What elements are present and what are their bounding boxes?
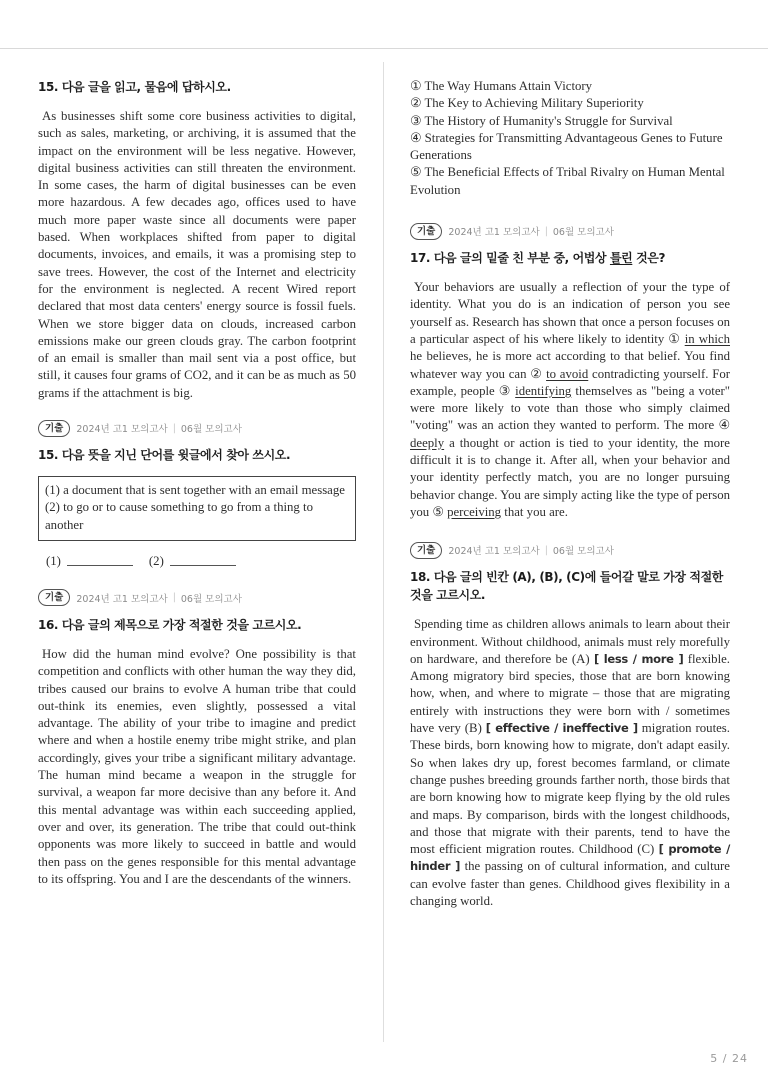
q17-seg-4: themselves as "being a voter" were more likely to vote than those who simply claimed "voting" was an action they wanted to perform. The more ④ (410, 383, 730, 433)
definition-box (38, 476, 356, 541)
column-divider (383, 62, 384, 1042)
q17-passage (410, 279, 730, 521)
q16-tag-row (38, 589, 356, 607)
blank-2-label: (2) (148, 553, 164, 568)
q18-tag-row (410, 541, 730, 559)
q15a-passage-text: As businesses shift some core business activities to digital, such as sales, marketing, or archiving, it is assumed that the impact on the environment will be less negative. However, digital business activities can still threaten the environment. In some cases, the harm of digital businesses can be even more hazardous. A few decades ago, offices used to have much more paper waste since all documents were paper based. When workplaces shifted from paper to digital documents, invoices, and emails, it was a promising step to save trees. However, the cost of the Internet and electricity for the environment is neglected. A recent Wired report declared that most data centers' energy source is fossil fuels. When we store bigger data on clouds, increased carbon emissions make our green clouds gray. The carbon footprint of an email is smaller than mail sent via a post office, but still, it causes four grams of CO2, and it can be as much as 50 grams if the attachment is big. (38, 109, 356, 400)
exam-year: 2024년 고1 모의고사 (448, 227, 540, 239)
q17-underline-5: perceiving (447, 504, 502, 519)
gichul-tag: 기출 (38, 420, 70, 437)
exam-month: 06월 모의고사 (552, 546, 614, 558)
gichul-tag: 기출 (410, 223, 442, 240)
right-column (410, 78, 730, 910)
exam-year: 2024년 고1 모의고사 (76, 593, 168, 605)
q17-tag-row (410, 222, 730, 240)
q17-passage-text (410, 279, 730, 521)
q16-passage-text: How did the human mind evolve? One possibility is that competition and conflicts with other human the way they did, tribes caused our brains to evolve A human tribe that could out-think its enemies, even slightly, possessed a vital advantage. The ability of your tribe to imagine and predict where and when a hostile enemy tribe might strike, and plan accordingly, gives your tribe a significant military advantage. The human mind became a weapon in the struggle for survival, a weapon far more decisive than any before it. And this mental advantage was within each succeeding applied, over and over, its generation. The tribe that could out-think opponents was more likely to succeed in battle and would then pass on the genes responsible for this mental advantage to its offspring. You and I are the descendants of the winners. (38, 646, 356, 886)
q17-underline-1: in which (684, 331, 730, 346)
blank-1-label: (1) (46, 553, 61, 568)
q18-choice-b: [ effective / ineffective ] (485, 721, 638, 736)
gichul-tag: 기출 (38, 589, 70, 606)
q18-seg-1: Spending time as children allows animals to learn about their environment. Without childhood, animals must rely morefully on hardware, and therefore be (A) (410, 617, 730, 666)
q17-title (410, 249, 730, 267)
q15b-title: 15. 다음 뜻을 지닌 단어를 윗글에서 찾아 쓰시오. (38, 448, 291, 463)
q18-title: 18. 다음 글의 빈칸 (A), (B), (C)에 들어갈 말로 가장 적절한 것을 고르시오. (410, 570, 723, 603)
exam-year: 2024년 고1 모의고사 (76, 424, 168, 436)
q17-underline-2: to avoid (546, 366, 589, 381)
definition-2: (2) to go or to cause something to go from a thing to another (45, 500, 313, 532)
q18-seg-2: flexible. Among migratory bird species, those that are born knowing how, when, and where to migrate – those that are migrating entirely with instructions they were born with / sometimes have very (B) (410, 651, 730, 736)
gichul-tag: 기출 (410, 542, 442, 559)
q16-passage (38, 646, 356, 888)
q16-options (410, 78, 730, 199)
blank-2-line[interactable] (170, 556, 236, 566)
exam-year: 2024년 고1 모의고사 (448, 546, 540, 558)
q17-title-pre: 17. 다음 글의 밑줄 친 부분 중, 어법상 (410, 251, 610, 266)
q17-seg-2: he believes, he is more act according to that belief. You find whatever way you can ② (410, 349, 730, 381)
page-number: 5 / 24 (710, 1052, 748, 1065)
tag-separator: | (172, 422, 176, 434)
tag-separator: | (544, 225, 548, 237)
q17-seg-3: contradicting yourself. For example, people ③ (410, 366, 730, 398)
q16-title: 16. 다음 글의 제목으로 가장 적절한 것을 고르시오. (38, 617, 302, 632)
tag-separator: | (544, 544, 548, 556)
exam-month: 06월 모의고사 (552, 227, 614, 239)
q18-seg-3: migration routes. These birds, born knowing how to migrate, don't adapt easily. So when lakes dry up, forest becomes farmland, or climate change pushes breeding grounds farther north, those birds that are born knowing how to migrate keep flying by the old rules and maps. By comparison, birds with the longest childhoods, and those that migrate with their parents, tend to have the most efficient migration routes. Childhood (C) (410, 721, 730, 857)
q17-underline-3: identifying (515, 383, 572, 398)
q17-title-underline: 틀린 (609, 251, 633, 266)
q17-seg-1: Your behaviors are usually a reflection of your the type of identity. What you do is an indication of person you see yourself as. Research has shown that once a person focuses on a particular aspect of his where likely to identity ① (410, 280, 730, 346)
q18-passage (410, 616, 730, 910)
q17-seg-5: a thought or action is tied to your identity, the more difficult it is to change it. After all, when your behavior and your identity perfectly match, you are no longer pursuing behavior change. You are simply acting like the type of person you ⑤ (410, 435, 730, 519)
tag-separator: | (172, 592, 176, 604)
q15a-passage (38, 108, 356, 402)
q18-seg-4: the passing on of cultural information, and culture can evolve faster than genes. Childhood gives flexibility in a changing world. (410, 859, 730, 908)
q18-choice-c: [ promote / hinder ] (410, 842, 730, 874)
option-3[interactable]: ③ The History of Humanity's Struggle for Survival (410, 113, 673, 128)
option-5[interactable]: ⑤ The Beneficial Effects of Tribal Rivalry on Human Mental Evolution (410, 165, 725, 197)
q18-passage-text (410, 616, 730, 910)
exam-month: 06월 모의고사 (180, 593, 242, 605)
definition-1: (1) a document that is sent together with an email message (45, 483, 345, 498)
q17-title-post: 것은? (632, 251, 666, 266)
answer-blanks (38, 554, 356, 569)
blank-1-line[interactable] (67, 556, 133, 566)
q15a-title: 15. 다음 글을 읽고, 물음에 답하시오. (38, 80, 231, 94)
exam-month: 06월 모의고사 (180, 424, 242, 436)
left-column (38, 78, 356, 888)
option-2[interactable]: ② The Key to Achieving Military Superiority (410, 96, 644, 111)
q15b-tag-row (38, 419, 356, 437)
q17-underline-4: deeply (410, 435, 445, 450)
header-rule (0, 48, 768, 49)
option-1[interactable]: ① The Way Humans Attain Victory (410, 79, 593, 93)
option-4[interactable]: ④ Strategies for Transmitting Advantageous Genes to Future Generations (410, 130, 723, 163)
q17-seg-6: that you are. (501, 504, 568, 519)
q18-choice-a: [ less / more ] (593, 651, 684, 666)
